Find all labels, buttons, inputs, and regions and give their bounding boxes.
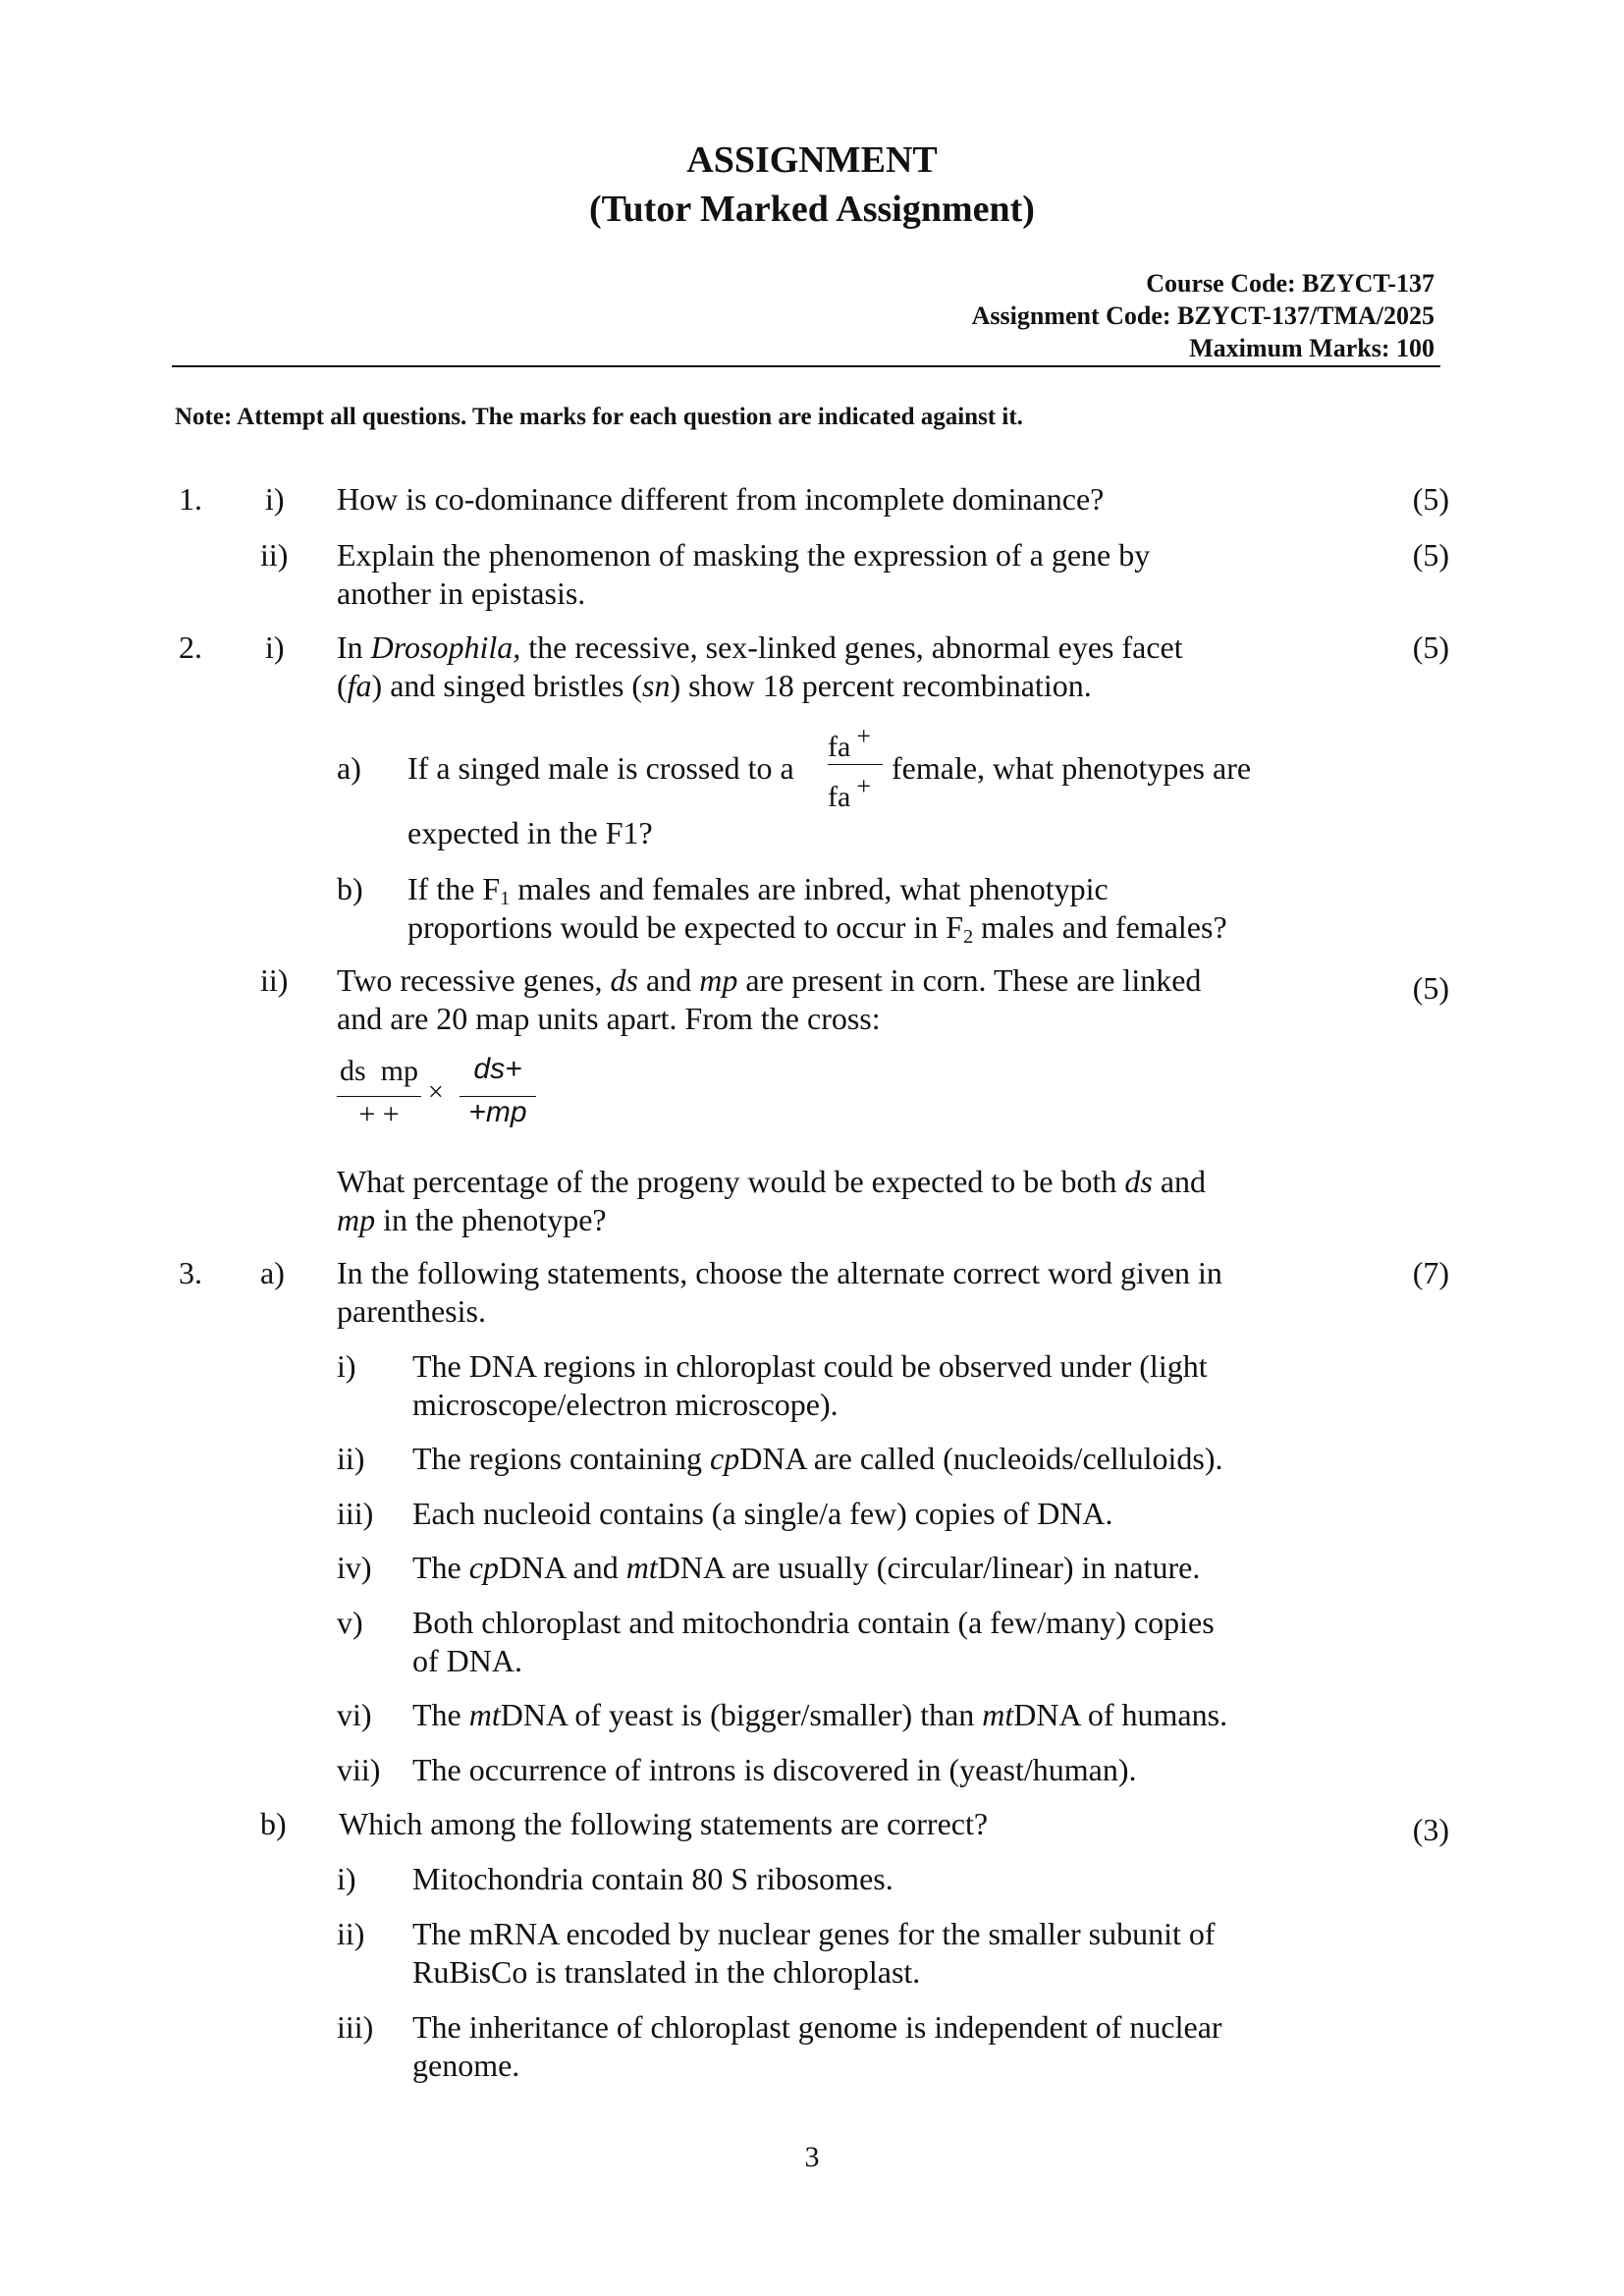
item-label: ii) — [337, 1441, 365, 1476]
item-label: i) — [337, 1861, 356, 1896]
item-label: ii) — [337, 1916, 365, 1951]
cross-sign: × — [428, 1077, 444, 1108]
item-label: iv) — [337, 1550, 372, 1585]
question-text: How is co-dominance different from incomplete dominance? — [337, 481, 1105, 517]
item-label: i) — [337, 1348, 356, 1384]
cross-left-fraction — [337, 1055, 421, 1131]
maximum-marks: Maximum Marks: 100 — [1189, 334, 1435, 362]
statement-text: of DNA. — [412, 1643, 522, 1678]
statement-text: The mtDNA of yeast is (bigger/smaller) than mtDNA of humans. — [412, 1697, 1228, 1732]
fraction-denominator: fa + — [828, 772, 871, 813]
question-text: expected in the F1? — [407, 815, 653, 850]
marks-label: (3) — [1412, 1812, 1449, 1847]
statement-text: RuBisCo is translated in the chloroplast. — [412, 1954, 921, 1990]
fraction-numerator: ds+ — [473, 1053, 522, 1085]
question-text: and are 20 map units apart. From the cross: — [337, 1001, 881, 1036]
fraction-denominator: +mp — [468, 1096, 527, 1128]
question-text: In Drosophila, the recessive, sex-linked genes, abnormal eyes facet — [337, 629, 1183, 665]
statement-text: The inheritance of chloroplast genome is independent of nuclear — [412, 2009, 1222, 2045]
marks-label: (5) — [1412, 537, 1449, 573]
question-text: If a singed male is crossed to a — [407, 750, 794, 786]
question-text: female, what phenotypes are — [892, 750, 1252, 786]
item-label: iii) — [337, 2009, 374, 2045]
page-number: 3 — [804, 2141, 820, 2173]
question-number: 1. — [179, 481, 202, 517]
item-label: v) — [337, 1605, 363, 1640]
course-code: Course Code: BZYCT-137 — [1146, 269, 1435, 298]
fraction-bar — [337, 1096, 421, 1097]
question-number: 3. — [179, 1255, 202, 1290]
fraction-bar — [460, 1096, 536, 1097]
question-number: 2. — [179, 629, 202, 665]
fraction-numerator: ds mp — [339, 1055, 418, 1087]
item-label: vi) — [337, 1697, 372, 1732]
cross-right-fraction — [460, 1053, 536, 1129]
marks-label: (5) — [1412, 481, 1449, 517]
sub-question-label: i) — [265, 481, 285, 517]
marks-label: (7) — [1412, 1255, 1449, 1290]
statement-text: genome. — [412, 2048, 520, 2083]
title-block — [0, 136, 1624, 234]
part-label: b) — [337, 871, 363, 906]
sub-question-label: b) — [260, 1806, 287, 1841]
statement-text: The cpDNA and mtDNA are usually (circular/linear) in nature. — [412, 1550, 1201, 1585]
question-text: If the $F_1$ males and females are inbred, what phenotypic — [407, 871, 1109, 909]
statement-text: The regions containing cpDNA are called (nucleoids/celluloids). — [412, 1441, 1223, 1476]
statement-text: The mRNA encoded by nuclear genes for the smaller subunit of — [412, 1916, 1216, 1951]
question-text: proportions would be expected to occur in $F_2$ males and females? — [407, 909, 1227, 948]
question-text: (fa) and singed bristles (sn) show 18 percent recombination. — [337, 668, 1092, 703]
statement-text: microscope/electron microscope). — [412, 1387, 839, 1422]
header-divider — [172, 365, 1440, 367]
question-text: parenthesis. — [337, 1293, 486, 1329]
course-info — [972, 267, 1435, 364]
question-text: Two recessive genes, ds and mp are present in corn. These are linked — [337, 962, 1202, 998]
statement-text: Both chloroplast and mitochondria contain (a few/many) copies — [412, 1605, 1215, 1640]
question-text: What percentage of the progeny would be expected to be both ds and — [337, 1164, 1207, 1199]
statement-text: The occurrence of introns is discovered in (yeast/human). — [412, 1752, 1137, 1787]
page-title: ASSIGNMENT — [686, 139, 938, 181]
fraction-bar — [828, 764, 883, 765]
question-text: another in epistasis. — [337, 575, 586, 611]
sub-question-label: i) — [265, 629, 285, 665]
question-text: Explain the phenomenon of masking the expression of a gene by — [337, 537, 1151, 573]
sub-question-label: ii) — [260, 962, 289, 998]
statement-text: Mitochondria contain 80 S ribosomes. — [412, 1861, 893, 1896]
statement-text: Each nucleoid contains (a single/a few) copies of DNA. — [412, 1496, 1113, 1531]
fraction-numerator: fa + — [828, 722, 871, 763]
item-label: iii) — [337, 1496, 374, 1531]
assignment-code: Assignment Code: BZYCT-137/TMA/2025 — [971, 301, 1435, 330]
genotype-fraction — [828, 722, 871, 814]
fraction-denominator: + + — [358, 1098, 400, 1130]
sub-question-label: a) — [260, 1255, 285, 1290]
instruction-note: Note: Attempt all questions. The marks for each question are indicated against it. — [175, 404, 1023, 430]
item-label: vii) — [337, 1752, 381, 1787]
sub-question-label: ii) — [260, 537, 289, 573]
statement-text: The DNA regions in chloroplast could be observed under (light — [412, 1348, 1208, 1384]
question-text: In the following statements, choose the alternate correct word given in — [337, 1255, 1222, 1290]
page-subtitle: (Tutor Marked Assignment) — [589, 189, 1035, 230]
question-text: Which among the following statements are correct? — [339, 1806, 989, 1841]
marks-label: (5) — [1412, 629, 1449, 665]
part-label: a) — [337, 750, 361, 786]
marks-label: (5) — [1412, 970, 1449, 1006]
question-text: mp in the phenotype? — [337, 1202, 607, 1237]
